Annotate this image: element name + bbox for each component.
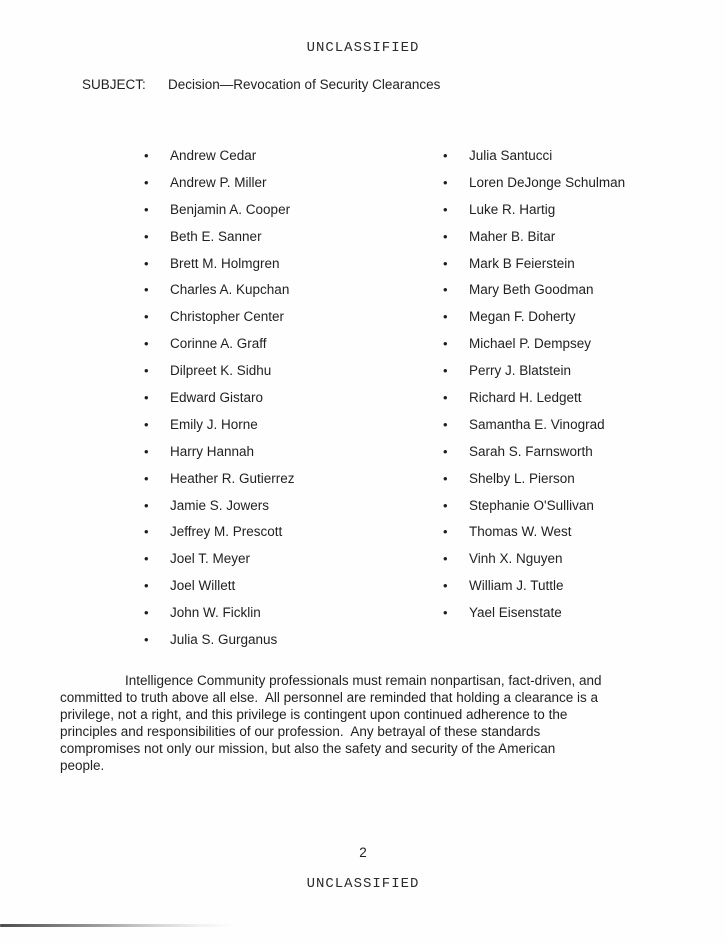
person-name: Andrew Cedar [170, 147, 257, 163]
bullet-icon: • [144, 631, 149, 647]
body-paragraph [60, 672, 700, 774]
bullet-icon: • [443, 336, 448, 352]
list-item [144, 357, 295, 384]
paragraph-line: Intelligence Community professionals must remain nonpartisan, fact-driven, and [125, 673, 602, 688]
bullet-icon: • [443, 228, 448, 244]
list-item [144, 518, 295, 545]
list-item [144, 303, 295, 330]
bullet-icon: • [144, 389, 149, 405]
bullet-icon: • [144, 578, 149, 594]
list-item [144, 196, 295, 223]
bullet-icon: • [144, 363, 149, 379]
list-item [144, 330, 295, 357]
bullet-icon: • [443, 443, 448, 459]
list-item [144, 384, 295, 411]
bullet-icon: • [443, 524, 448, 540]
person-name: William J. Tuttle [469, 578, 564, 594]
bullet-icon: • [443, 470, 448, 486]
person-name: Jeffrey M. Prescott [170, 524, 283, 540]
bullet-icon: • [144, 309, 149, 325]
bullet-icon: • [443, 416, 448, 432]
bullet-icon: • [144, 551, 149, 567]
bullet-icon: • [144, 497, 149, 513]
person-name: Loren DeJonge Schulman [469, 174, 626, 190]
bullet-icon: • [144, 443, 149, 459]
person-name: Corinne A. Graff [170, 336, 267, 352]
bullet-icon: • [144, 416, 149, 432]
person-name: Edward Gistaro [170, 389, 264, 405]
list-item [443, 196, 625, 223]
list-item [443, 303, 625, 330]
bullet-icon: • [443, 497, 448, 513]
person-name: Vinh X. Nguyen [469, 551, 563, 567]
list-item [443, 142, 625, 169]
subject-value: Decision—Revocation of Security Clearances [168, 77, 441, 92]
list-item [443, 411, 625, 438]
bullet-icon: • [443, 282, 448, 298]
bullet-icon: • [443, 255, 448, 271]
paragraph-line: principles and responsibilities of our profession. Any betrayal of these standards [60, 724, 541, 739]
bullet-icon: • [443, 309, 448, 325]
bullet-icon: • [144, 255, 149, 271]
person-name: Joel Willett [170, 578, 236, 594]
list-item [144, 142, 295, 169]
paragraph-line: compromises not only our mission, but also the safety and security of the American [60, 741, 556, 756]
list-item [144, 223, 295, 250]
person-name: Megan F. Doherty [469, 309, 576, 325]
person-name: John W. Ficklin [170, 605, 261, 621]
person-name: Thomas W. West [469, 524, 572, 540]
subject-label: SUBJECT: [82, 77, 146, 92]
list-item [443, 465, 625, 492]
person-name: Perry J. Blatstein [469, 363, 572, 379]
person-name: Maher B. Bitar [469, 228, 556, 244]
scan-artifact [0, 924, 235, 927]
bullet-icon: • [144, 524, 149, 540]
list-item [144, 626, 295, 653]
person-name: Charles A. Kupchan [170, 282, 290, 298]
person-name: Beth E. Sanner [170, 228, 262, 244]
person-name: Michael P. Dempsey [469, 336, 592, 352]
person-name: Shelby L. Pierson [469, 470, 575, 486]
person-name: Yael Eisenstate [469, 605, 562, 621]
person-name: Stephanie O'Sullivan [469, 497, 594, 513]
list-item [443, 384, 625, 411]
person-name: Samantha E. Vinograd [469, 416, 605, 432]
person-name: Sarah S. Farnsworth [469, 443, 593, 459]
bullet-icon: • [443, 201, 448, 217]
list-item [443, 438, 625, 465]
list-item [144, 492, 295, 519]
person-name: Richard H. Ledgett [469, 389, 582, 405]
bullet-icon: • [144, 336, 149, 352]
list-item [443, 169, 625, 196]
bullet-icon: • [144, 201, 149, 217]
person-name: Brett M. Holmgren [170, 255, 280, 271]
bullet-icon: • [443, 551, 448, 567]
person-name: Jamie S. Jowers [170, 497, 270, 513]
list-item [144, 465, 295, 492]
list-item [144, 276, 295, 303]
bullet-icon: • [443, 578, 448, 594]
person-name: Julia S. Gurganus [170, 631, 278, 647]
bullet-icon: • [443, 605, 448, 621]
person-name: Luke R. Hartig [469, 201, 556, 217]
classification-footer: UNCLASSIFIED [306, 876, 420, 892]
bullet-icon: • [144, 147, 149, 163]
person-name: Andrew P. Miller [170, 174, 267, 190]
list-item [443, 518, 625, 545]
names-list-right [443, 142, 625, 626]
paragraph-line: committed to truth above all else. All personnel are reminded that holding a clearance is a [60, 690, 599, 705]
list-item [443, 223, 625, 250]
person-name: Emily J. Horne [170, 416, 258, 432]
list-item [443, 545, 625, 572]
paragraph-line: privilege, not a right, and this privilege is contingent upon continued adherence to the [60, 707, 568, 722]
person-name: Harry Hannah [170, 443, 255, 459]
bullet-icon: • [144, 228, 149, 244]
list-item [443, 276, 625, 303]
bullet-icon: • [144, 282, 149, 298]
list-item [443, 572, 625, 599]
list-item [443, 357, 625, 384]
person-name: Mary Beth Goodman [469, 282, 594, 298]
list-item [144, 250, 295, 277]
bullet-icon: • [443, 363, 448, 379]
list-item [443, 492, 625, 519]
person-name: Joel T. Meyer [170, 551, 251, 567]
classification-header: UNCLASSIFIED [306, 40, 420, 56]
list-item [443, 330, 625, 357]
bullet-icon: • [144, 470, 149, 486]
names-list-left [144, 142, 295, 653]
bullet-icon: • [144, 605, 149, 621]
list-item [144, 411, 295, 438]
list-item [144, 572, 295, 599]
person-name: Heather R. Gutierrez [170, 470, 295, 486]
list-item [144, 169, 295, 196]
list-item [144, 438, 295, 465]
list-item [443, 599, 625, 626]
list-item [443, 250, 625, 277]
bullet-icon: • [144, 174, 149, 190]
bullet-icon: • [443, 389, 448, 405]
bullet-icon: • [443, 147, 448, 163]
bullet-icon: • [443, 174, 448, 190]
paragraph-line: people. [60, 758, 105, 773]
person-name: Benjamin A. Cooper [170, 201, 291, 217]
page-number: 2 [359, 845, 367, 860]
list-item [144, 599, 295, 626]
person-name: Mark B Feierstein [469, 255, 575, 271]
person-name: Julia Santucci [469, 147, 553, 163]
list-item [144, 545, 295, 572]
person-name: Dilpreet K. Sidhu [170, 363, 272, 379]
person-name: Christopher Center [170, 309, 285, 325]
